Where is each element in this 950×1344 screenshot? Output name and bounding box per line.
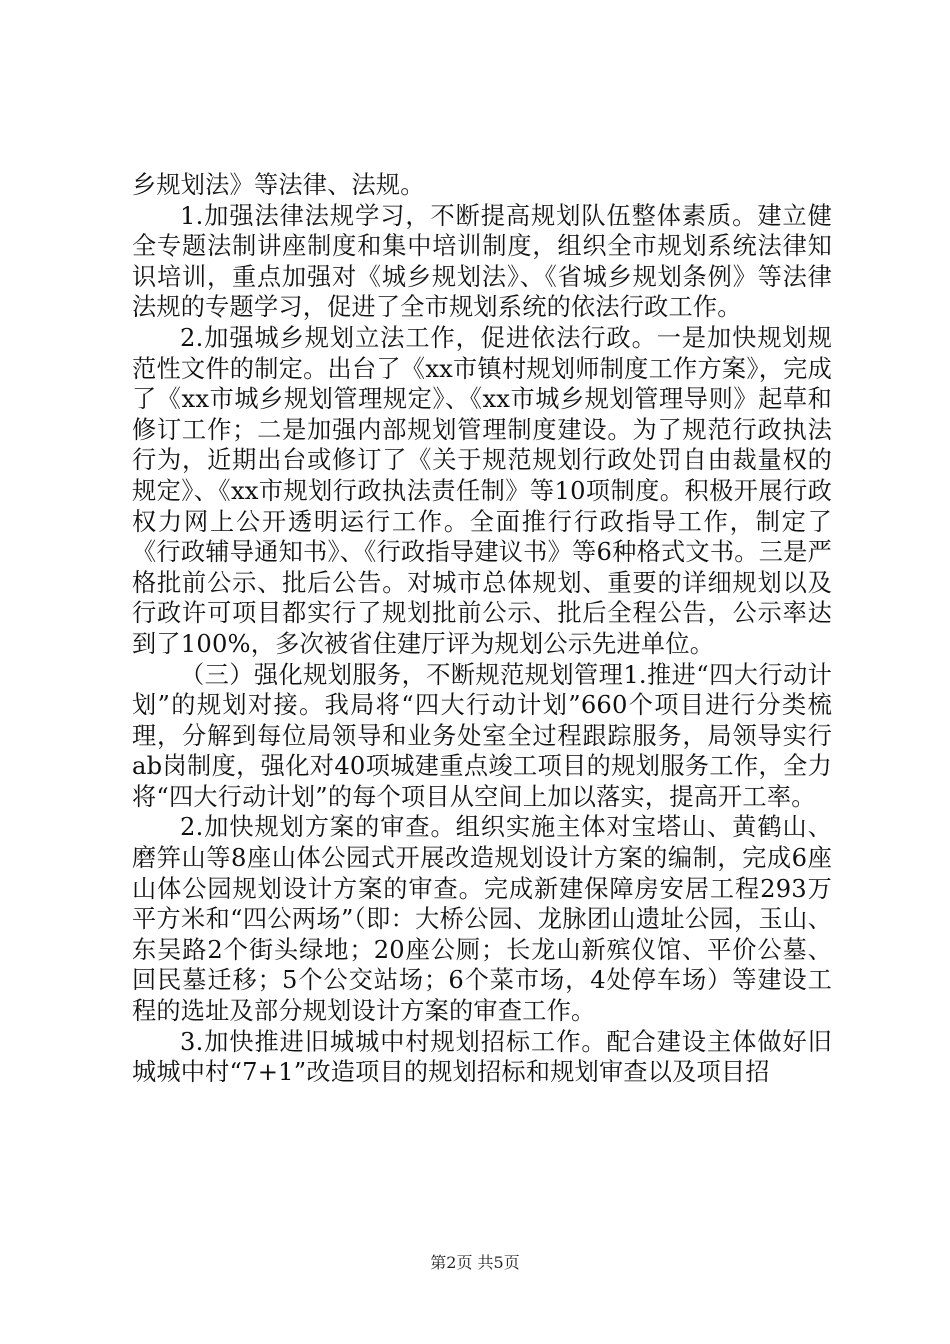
- page-footer: [0, 1250, 950, 1273]
- paragraph-plan-review: 2.加快规划方案的审查。组织实施主体对宝塔山、黄鹤山、磨笄山等8座山体公园式开展改造规划设计方案的编制，完成6座山体公园规划设计方案的审查。完成新建保障房安居工程293万平方米和“四公两场”（即：大桥公园、龙脉团山遗址公园，玉山、东吴路2个街头绿地；20座公厕；长龙山新殡仪馆、平价公墓、回民墓迁移；5个公交站场；6个菜市场，4处停车场）等建设工程的选址及部分规划设计方案的审查工作。: [132, 813, 832, 1026]
- paragraph-legislation: 2.加强城乡规划立法工作，促进依法行政。一是加快规划规范性文件的制定。出台了《xx市镇村规划师制度工作方案》，完成了《xx市城乡规划管理规定》、《xx市城乡规划管理导则》起草和修订工作；二是加强内部规划管理制度建设。为了规范行政执法行为，近期出台或修订了《关于规范规划行政处罚自由裁量权的规定》、《xx市规划行政执法责任制》等10项制度。积极开展行政权力网上公开透明运行工作。全面推行行政指导工作，制定了《行政辅导通知书》、《行政指导建议书》等6种格式文书。三是严格批前公示、批后公告。对城市总体规划、重要的详细规划以及行政许可项目都实行了规划批前公示、批后全程公告，公示率达到了100%，多次被省住建厅评为规划公示先进单位。: [132, 323, 832, 658]
- paragraph-law-study: 1.加强法律法规学习，不断提高规划队伍整体素质。建立健全专题法制讲座制度和集中培训制度，组织全市规划系统法律知识培训，重点加强对《城乡规划法》、《省城乡规划条例》等法律法规的专题学习，促进了全市规划系统的依法行政工作。: [132, 201, 832, 322]
- paragraph-urban-village: 3.加快推进旧城城中村规划招标工作。配合建设主体做好旧城城中村“7+1”改造项目的规划招标和规划审查以及项目招: [132, 1027, 832, 1087]
- paragraph-planning-service: （三）强化规划服务，不断规范规划管理1.推进“四大行动计划”的规划对接。我局将“四大行动计划”660个项目进行分类梳理，分解到每位局领导和业务处室全过程跟踪服务，局领导实行ab岗制度，强化对40项城建重点竣工项目的规划服务工作，全力将“四大行动计划”的每个项目从空间上加以落实，提高开工率。: [132, 660, 832, 811]
- document-body: [132, 170, 832, 1088]
- paragraph-continuation: 乡规划法》等法律、法规。: [132, 171, 425, 199]
- page-number: 第2页 共5页: [430, 1253, 520, 1272]
